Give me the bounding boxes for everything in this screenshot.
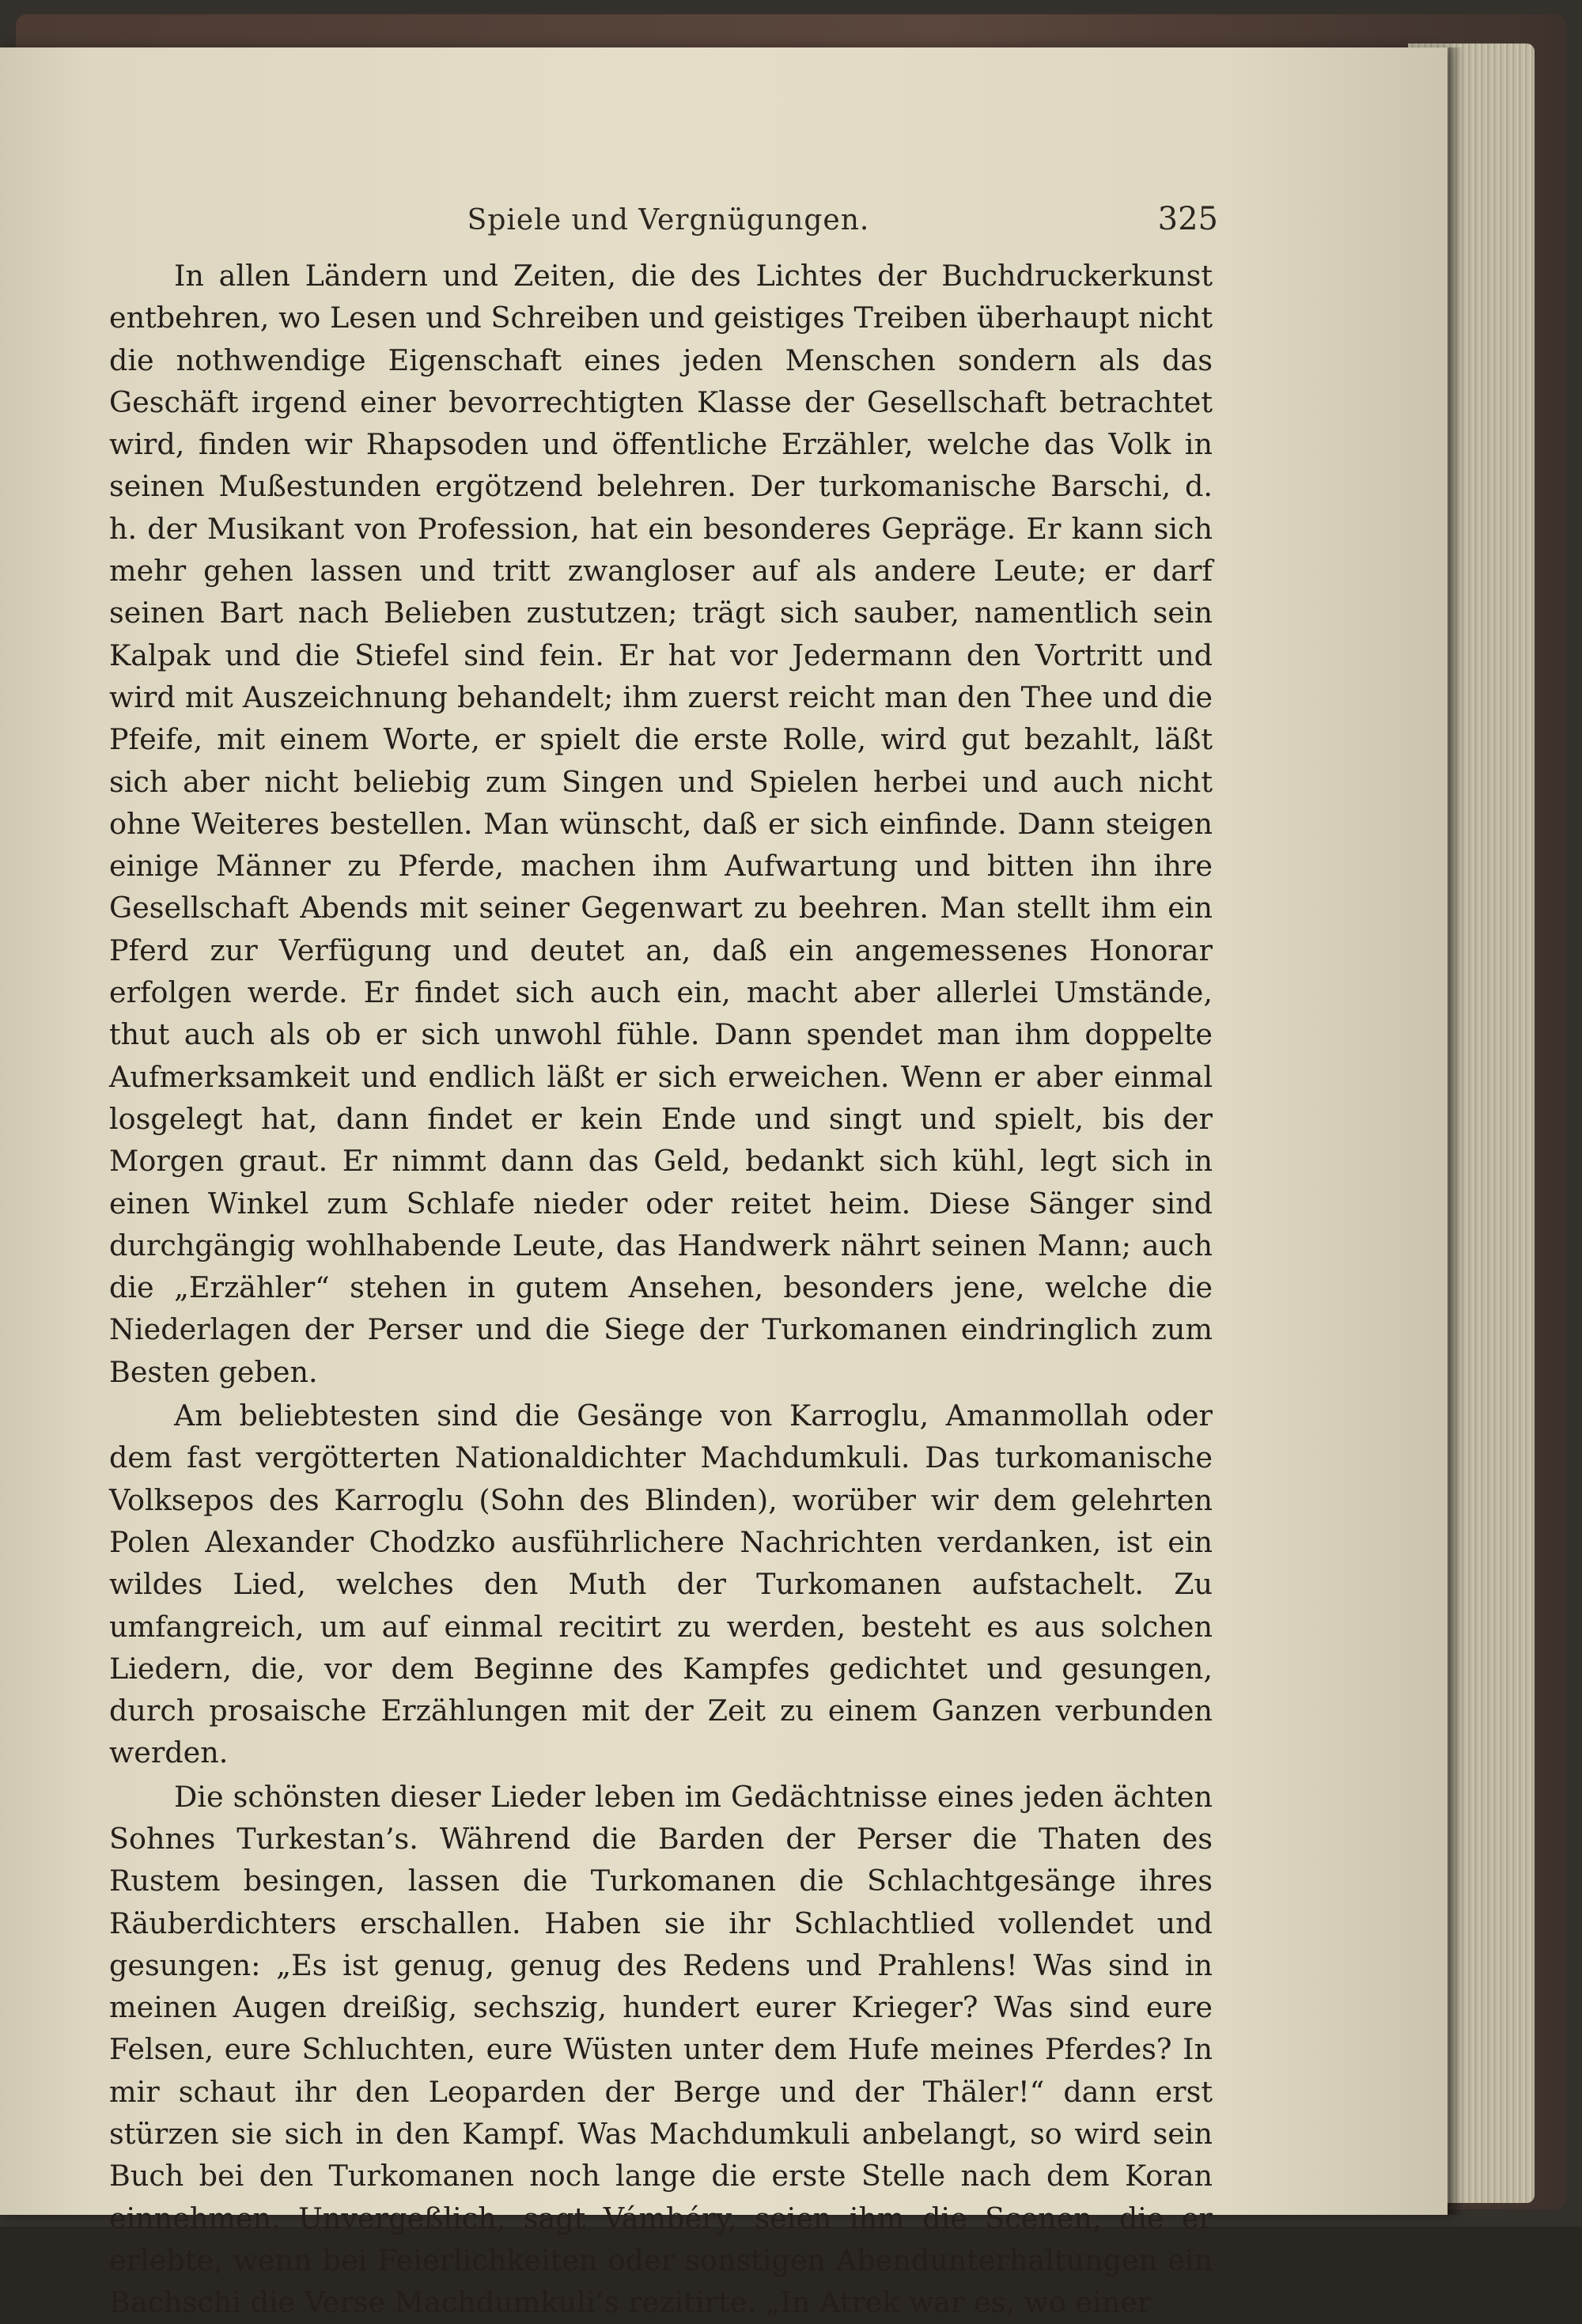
page-number: 325 bbox=[1157, 201, 1218, 237]
body-text bbox=[109, 255, 1213, 2324]
page-header bbox=[119, 201, 1218, 244]
running-title: Spiele und Vergnügungen. bbox=[467, 204, 870, 237]
paragraph-3: Die schönsten dieser Lieder leben im Gedächtnisse eines jeden ächten Sohnes Turkestan’s. Während die Barden der Perser die Thaten des Rustem besingen, lassen die Turkomanen die Schlachtgesänge ihres Räuberdichters erschallen. Haben sie ihr Schlachtlied vollendet und gesungen: „Es ist genug, genug des Redens und Prahlens! Was sind in meinen Augen dreißig, sechszig, hundert eurer Krieger? Was sind eure Felsen, eure Schluchten, eure Wüsten unter dem Hufe meines Pferdes? In mir schaut ihr den Leoparden der Berge und der Thäler!“ dann erst stürzen sie sich in den Kampf. Was Machdumkuli anbelangt, so wird sein Buch bei den Turkomanen noch lange die erste Stelle nach dem Koran einnehmen. Unvergeßlich, sagt Vámbéry, seien ihm die Scenen, die er erlebte, wenn bei Feierlichkeiten oder sonstigen Abendunterhaltungen ein Bachschi die Verse Machdumkuli’s rezitirte. „In Atrek war es, wo einer bbox=[109, 1779, 1213, 2320]
paragraph-2: Am beliebtesten sind die Gesänge von Karroglu, Amanmollah oder dem fast vergötterten Nationaldichter Machdumkuli. Das turkomanische Volksepos des Karroglu (Sohn des Blinden), worüber wir dem gelehrten Polen Alexander Chodzko ausführlichere Nachrichten verdanken, ist ein wildes Lied, welches den Muth der Turkomanen aufstachelt. Zu umfangreich, um auf einmal recitirt zu werden, besteht es aus solchen Liedern, die, vor dem Beginne des Kampfes gedichtet und gesungen, durch prosaische Erzählungen mit der Zeit zu einem Ganzen verbunden werden. bbox=[109, 1399, 1213, 1770]
page-edge-shadow bbox=[1448, 47, 1463, 2215]
paragraph-1: In allen Ländern und Zeiten, die des Lichtes der Buchdruckerkunst entbehren, wo Lesen und Schreiben und geistiges Treiben überhaupt nicht die nothwendige Eigenschaft eines jeden Menschen sondern als das Geschäft irgend einer bevorrechtigten Klasse der Gesellschaft betrachtet wird, finden wir Rhapsoden und öffentliche Erzähler, welche das Volk in seinen Mußestunden ergötzend belehren. Der turkomanische Barschi, d. h. der Musikant von Profession, hat ein besonderes Gepräge. Er kann sich mehr gehen lassen und tritt zwangloser auf als andere Leute; er darf seinen Bart nach Belieben zustutzen; trägt sich sauber, namentlich sein Kalpak und die Stiefel sind fein. Er hat vor Jedermann den Vortritt und wird mit Auszeichnung behandelt; ihm zuerst reicht man den Thee und die Pfeife, mit einem Worte, er spielt die erste Rolle, wird gut bezahlt, läßt sich aber nicht beliebig zum Singen und Spielen herbei und auch nicht ohne Weiteres bestellen. Man wünscht, daß er sich einfinde. Dann steigen einige Männer zu Pferde, machen ihm Aufwartung und bitten ihn ihre Gesellschaft Abends mit seiner Gegenwart zu beehren. Man stellt ihm ein Pferd zur Verfügung und deutet an, daß ein angemessenes Honorar erfolgen werde. Er findet sich auch ein, macht aber allerlei Umstände, thut auch als ob er sich unwohl fühle. Dann spendet man ihm doppelte Aufmerksamkeit und endlich läßt er sich erweichen. Wenn er aber einmal losgelegt hat, dann findet er kein Ende und singt und spielt, bis der Morgen graut. Er nimmt dann das Geld, bedankt sich kühl, legt sich in einen Winkel zum Schlafe nieder oder reitet heim. Diese Sänger sind durchgängig wohlhabende Leute, das Handwerk nährt seinen Mann; auch die „Erzähler“ stehen in gutem Ansehen, besonders jene, welche die Niederlagen der Perser und die Siege der Turkomanen eindringlich zum Besten geben. bbox=[109, 259, 1213, 1389]
book-page bbox=[0, 47, 1448, 2320]
